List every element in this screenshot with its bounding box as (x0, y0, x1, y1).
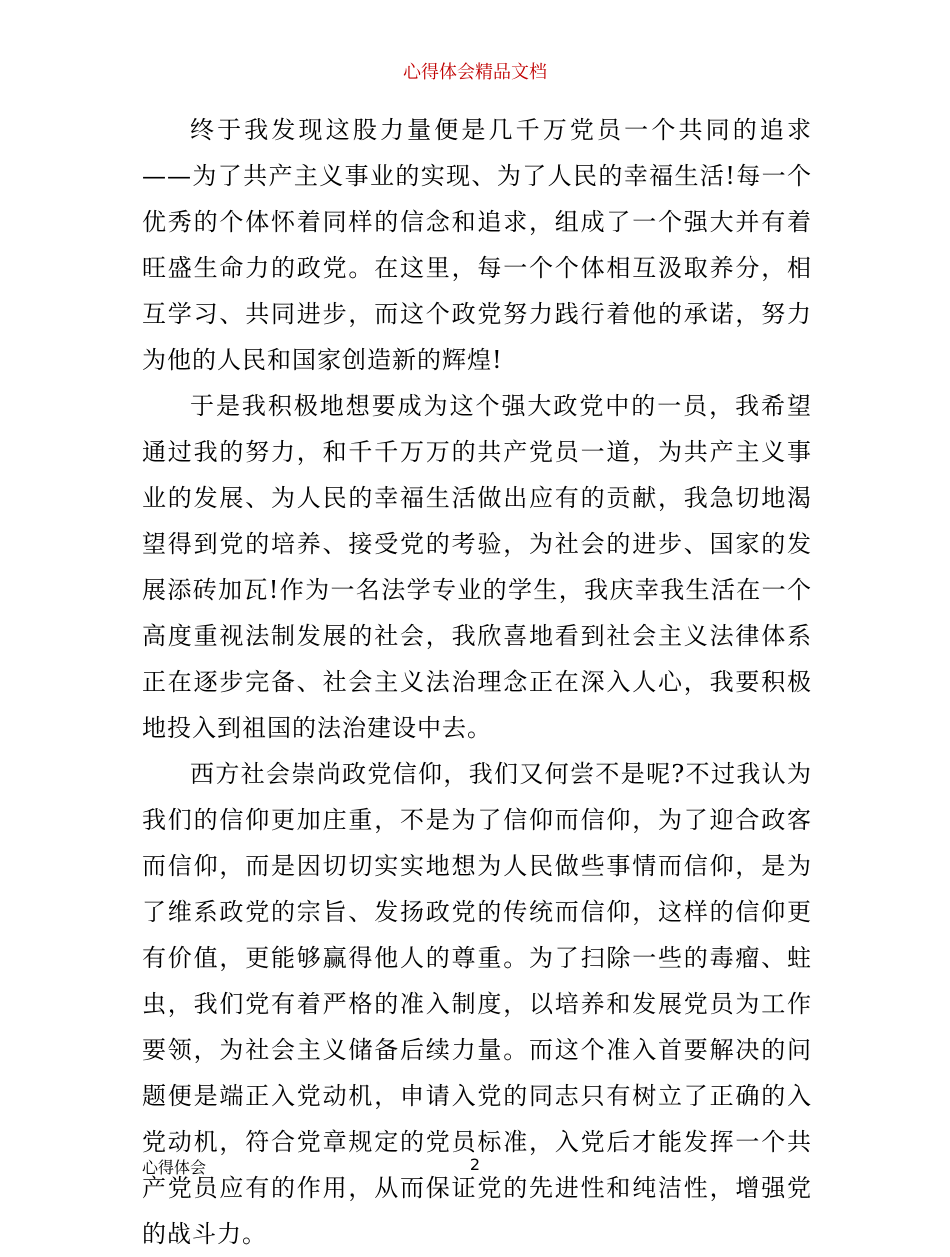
paragraph-3: 西方社会崇尚政党信仰，我们又何尝不是呢?不过我认为我们的信仰更加庄重，不是为了信仰而信仰，为了迎合政客而信仰，而是因切切实实地想为人民做些事情而信仰，是为了维系政党的宗旨、发扬政党的传统而信仰，这样的信仰更有价值，更能够赢得他人的尊重。为了扫除一些的毒瘤、蛀虫，我们党有着严格的准入制度，以培养和发展党员为工作要领，为社会主义储备后续力量。而这个准入首要解决的问题便是端正入党动机，申请入党的同志只有树立了正确的入党动机，符合党章规定的党员标准，入党后才能发挥一个共产党员应有的作用，从而保证党的先进性和纯洁性，增强党的战斗力。 (142, 760, 812, 1248)
document-body (142, 107, 812, 1257)
paragraph-2: 于是我积极地想要成为这个强大政党中的一员，我希望通过我的努力，和千千万万的共产党员一道，为共产主义事业的发展、为人民的幸福生活做出应有的贡献，我急切地渴望得到党的培养、接受党的考验，为社会的进步、国家的发展添砖加瓦!作为一名法学专业的学生，我庆幸我生活在一个高度重视法制发展的社会，我欣喜地看到社会主义法律体系正在逐步完备、社会主义法治理念正在深入人心，我要积极地投入到祖国的法治建设中去。 (142, 392, 812, 742)
footer-label: 心得体会 (142, 1158, 207, 1177)
document-header-title: 心得体会精品文档 (403, 62, 547, 83)
paragraph-1: 终于我发现这股力量便是几千万党员一个共同的追求——为了共产主义事业的实现、为了人民的幸福生活!每一个优秀的个体怀着同样的信念和追求，组成了一个强大并有着旺盛生命力的政党。在这里，每一个个体相互汲取养分，相互学习、共同进步，而这个政党努力践行着他的承诺，努力为他的人民和国家创造新的辉煌! (142, 116, 812, 374)
page-number: 2 (469, 1155, 481, 1174)
